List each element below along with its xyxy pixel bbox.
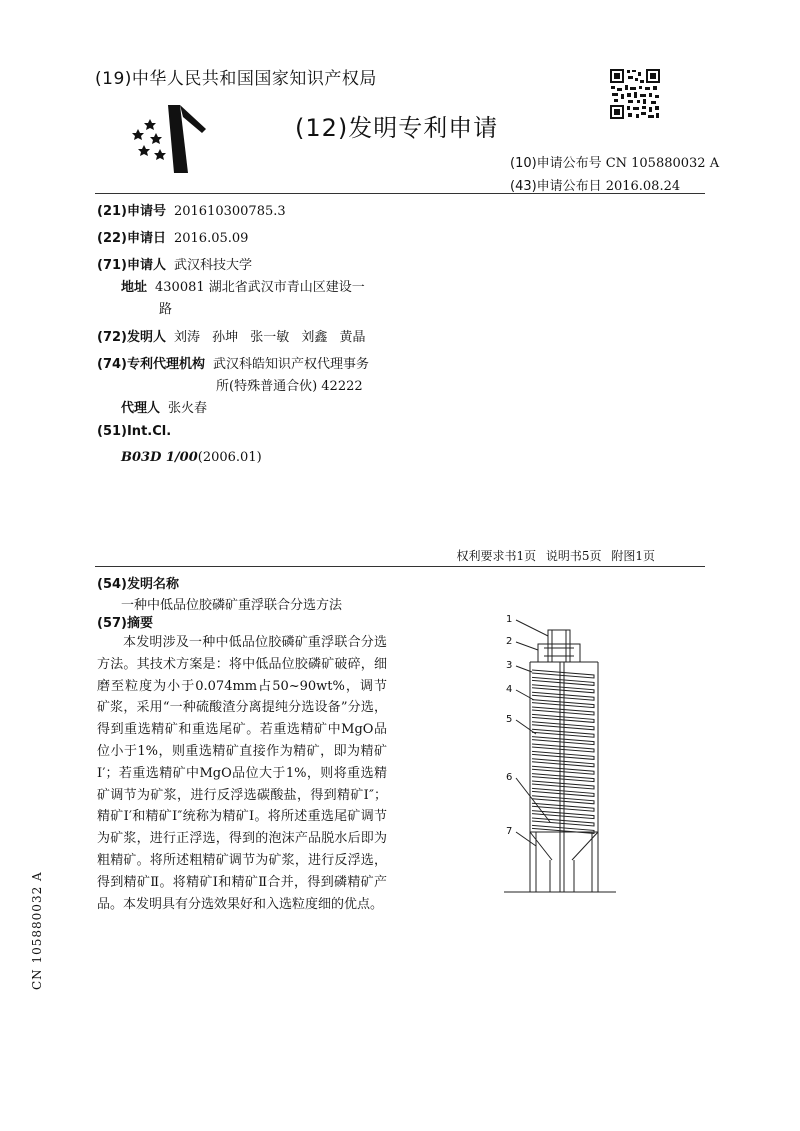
address-line-2: 路 bbox=[159, 302, 173, 317]
spiral-plate bbox=[532, 811, 594, 819]
address-label: 地址 bbox=[121, 280, 148, 295]
int-cl-label: (51)Int.Cl. bbox=[97, 424, 172, 439]
int-cl-code: B03D 1/00 bbox=[121, 450, 198, 465]
qr-code-icon bbox=[609, 68, 661, 120]
cnipa-logo-icon bbox=[128, 103, 208, 175]
drawing-label-7: 7 bbox=[506, 826, 513, 837]
separator-apparatus-drawing bbox=[490, 610, 630, 902]
spiral-plate bbox=[532, 744, 594, 752]
spiral-plate bbox=[532, 796, 594, 804]
inventor-label: (72)发明人 bbox=[97, 330, 166, 345]
publication-number bbox=[510, 152, 719, 171]
spiral-plate bbox=[532, 714, 594, 722]
publication-date-label: (43)申请公布日 bbox=[510, 179, 602, 194]
int-cl bbox=[97, 424, 171, 439]
drawing-label-4: 4 bbox=[506, 684, 513, 695]
spiral-plate bbox=[532, 737, 594, 745]
pages-divider bbox=[95, 566, 705, 567]
side-publication-code: CN 105880032 A bbox=[30, 871, 44, 990]
spiral-plate bbox=[532, 766, 594, 774]
invention-title-label: (54)发明名称 bbox=[97, 577, 179, 592]
spiral-plate bbox=[532, 781, 594, 789]
application-date-value: 2016.05.09 bbox=[173, 231, 249, 246]
spiral-plate bbox=[532, 700, 594, 708]
spiral-plate bbox=[532, 729, 594, 737]
spiral-plate bbox=[532, 707, 594, 715]
applicant bbox=[97, 254, 252, 273]
pages-info: 权利要求书1页 说明书5页 附图1页 bbox=[456, 549, 655, 563]
drawing-label-1: 1 bbox=[506, 614, 513, 625]
agent-value: 张火春 bbox=[168, 401, 208, 416]
spiral-plate bbox=[532, 722, 594, 730]
spiral-plate bbox=[532, 818, 594, 826]
abstract-text: 本发明涉及一种中低品位胶磷矿重浮联合分选方法。其技术方案是：将中低品位胶磷矿破碎，细磨至粒度为小于0.074mm占50~90wt%，调节矿浆，采用“一种硫酸渣分离提纯分选设备”分选，得到重选精矿和重选尾矿。若重选精矿中MgO品位小于1%，则重选精矿直接作为精矿，即为精矿Ⅰ′；若重选精矿中MgO品位大于1%，则将重选精矿调节为矿浆，进行反浮选碳酸盐，得到精矿Ⅰ″；精矿Ⅰ′和精矿Ⅰ″统称为精矿Ⅰ。将所述重选尾矿调节为矿浆，进行正浮选，得到的泡沫产品脱水后即为粗精矿。将所述粗精矿调节为矿浆，进行反浮选，得到精矿Ⅱ。将精矿Ⅰ和精矿Ⅱ合并，得到磷精矿产品。本发明具有分选效果好和入选粒度细的优点。 bbox=[97, 635, 387, 912]
int-cl-year: (2006.01) bbox=[197, 450, 262, 465]
publication-date bbox=[510, 175, 680, 194]
publication-number-label: (10)申请公布号 bbox=[510, 156, 602, 171]
agency-line-2: 所(特殊普通合伙) 42222 bbox=[216, 379, 363, 394]
agent bbox=[121, 397, 207, 416]
header-divider bbox=[95, 193, 705, 194]
address-line-1: 430081 湖北省武汉市青山区建设一 bbox=[155, 280, 365, 295]
drawing-label-6: 6 bbox=[506, 772, 513, 783]
agency-label: (74)专利代理机构 bbox=[97, 357, 205, 372]
application-date-label: (22)申请日 bbox=[97, 231, 166, 246]
application-number bbox=[97, 200, 286, 219]
spiral-plate bbox=[532, 751, 594, 759]
spiral-plate bbox=[532, 692, 594, 700]
drawing-label-2: 2 bbox=[506, 636, 513, 647]
drawing-label-3: 3 bbox=[506, 660, 513, 671]
patent-agency bbox=[97, 353, 369, 372]
spiral-plate bbox=[532, 677, 594, 685]
office-name: (19)中华人民共和国国家知识产权局 bbox=[95, 69, 377, 89]
publication-date-value: 2016.08.24 bbox=[605, 179, 681, 194]
spiral-plate bbox=[532, 670, 594, 678]
spiral-plate bbox=[532, 774, 594, 782]
application-number-value: 201610300785.3 bbox=[173, 204, 286, 219]
spiral-plate bbox=[532, 685, 594, 693]
agency-line-1: 武汉科皓知识产权代理事务 bbox=[212, 357, 369, 372]
document-type-title: (12)发明专利申请 bbox=[295, 114, 499, 142]
abstract-body bbox=[97, 632, 387, 915]
publication-number-value: CN 105880032 A bbox=[605, 156, 720, 171]
abstract-label: (57)摘要 bbox=[97, 616, 153, 631]
address bbox=[121, 276, 365, 295]
application-number-label: (21)申请号 bbox=[97, 204, 166, 219]
agent-label: 代理人 bbox=[121, 401, 161, 416]
invention-title: 一种中低品位胶磷矿重浮联合分选方法 bbox=[121, 598, 343, 613]
applicant-label: (71)申请人 bbox=[97, 258, 166, 273]
application-date bbox=[97, 227, 248, 246]
inventor-value: 刘涛 孙坤 张一敏 刘鑫 黄晶 bbox=[173, 330, 366, 345]
spiral-plate bbox=[532, 788, 594, 796]
applicant-value: 武汉科技大学 bbox=[173, 258, 252, 273]
drawing-label-5: 5 bbox=[506, 714, 513, 725]
int-cl-classification bbox=[121, 446, 262, 465]
spiral-plate bbox=[532, 759, 594, 767]
inventors bbox=[97, 326, 366, 345]
